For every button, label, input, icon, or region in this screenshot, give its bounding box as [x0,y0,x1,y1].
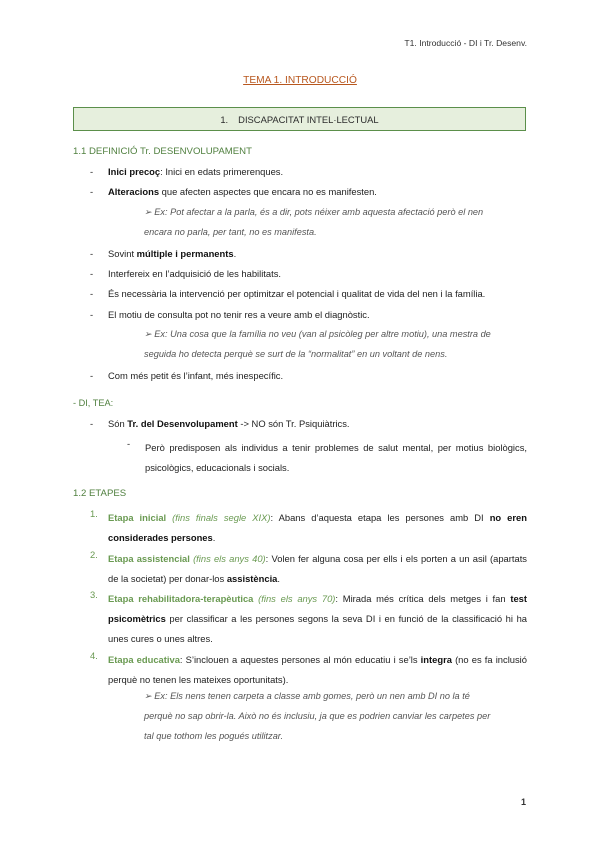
example-line: tal que tothom les pogués utilitzar. [144,731,284,741]
bullet-dash: - [90,309,94,320]
item-text: que afecten aspectes que encara no es manifesten. [159,186,377,197]
bullet-dash: - [90,268,94,279]
item-text: . [233,248,237,259]
page-number: 1 [520,797,526,807]
item-text: . [277,573,280,584]
example-line: perquè no sap obrir-la. Això no és inclusiu, ja que es podrien canviar les carpetes per [144,711,491,721]
item-text: per classificar a les persones segons la seva DI i en funció de la classificació hi ha unes cures o unes altres. [108,613,527,644]
item-period: (fins els anys 40) [193,553,266,564]
bold-text: no eren considerades persones [108,512,527,543]
bullet-item: Interfereix en l’adquisició de les habilitats. [108,268,282,279]
bullet-dash: - [90,370,94,381]
heading-1-1: 1.1 DEFINICIÓ Tr. DESENVOLUPAMENT [73,146,252,157]
heading-1-2: 1.2 ETAPES [73,488,127,499]
item-text: : Inici en edats primerenques. [160,166,284,177]
bullet-dash: - [90,248,94,259]
item-title: Etapa assistencial [108,553,190,564]
item-title: Etapa rehabilitadora-terapèutica [108,593,254,604]
bold-text: múltiple i permanents [136,248,234,259]
item-text: Sovint [108,248,137,259]
section-label: DISCAPACITAT INTEL·LECTUAL [238,113,379,125]
example-line: ➢ Ex: Pot afectar a la parla, és a dir, pots néixer amb aquesta afectació però el nen [144,207,484,217]
list-number: 1. [90,508,98,519]
list-number: 3. [90,589,98,600]
bullet-item: És necessària la intervenció per optimitzar el potencial i qualitat de vida del nen i la família. [108,288,486,299]
list-item [108,650,527,690]
bullet-item: El motiu de consulta pot no tenir res a veure amb el diagnòstic. [108,309,370,320]
list-number: 2. [90,549,98,560]
item-text: (no es fa inclusió perquè no tenen les mateixes oportunitats). [108,654,527,685]
bullet-dash: - [90,186,94,197]
example-line: encara no parla, per tant, no es manifesta. [144,227,317,237]
bold-text: integra [420,654,452,665]
item-text: : S’inclouen a aquestes persones al món educatiu i se’ls [179,654,421,665]
item-text: . [212,532,216,543]
list-item [108,549,527,589]
sub-bullet-item: Però predisposen als individus a tenir problemes de salut mental, per motius biològics, psicològics, educacionals i socials. [145,442,527,473]
page-title: TEMA 1. INTRODUCCIÓ [243,75,357,86]
item-period: (fins finals segle XIX) [172,512,271,523]
example-line: ➢ Ex: Els nens tenen carpeta a classe amb gomes, però un nen amb DI no la té [144,691,470,701]
running-header: T1. Introducció - DI i Tr. Desenv. [404,38,527,48]
example-line: seguida ho detecta perquè se surt de la “normalitat” en un voltant de nens. [144,349,448,359]
bold-text: Alteracions [108,186,160,197]
list-number: 4. [90,650,98,661]
item-text: -> NO són Tr. Psiquiàtrics. [237,418,350,429]
bold-text: Tr. del Desenvolupament [127,418,238,429]
bullet-item [108,186,377,198]
bullet-dash: - [90,166,94,177]
sub-bullet-dash: - [127,438,131,449]
list-item [108,508,527,548]
example-line: ➢ Ex: Una cosa que la família no veu (van al psicòleg per altre motiu), una mestra de [144,329,491,339]
item-text: : Mirada més crítica dels metges i fan [335,593,511,604]
bullet-dash: - [90,418,94,429]
bullet-item: Com més petit és l’infant, més inespecífic. [108,370,284,381]
section-number: 1. [220,113,229,125]
item-text: : Volen fer alguna cosa per ells i els porten a un asil (apartats de la societat) per donar-los [108,553,527,584]
item-period: (fins els anys 70) [258,593,336,604]
bullet-item [108,248,236,260]
item-title: Etapa educativa [108,654,180,665]
bold-text: Inici precoç [108,166,161,177]
heading-di-tea: - DI, TEA: [73,398,114,408]
item-title: Etapa inicial [108,512,167,523]
bold-text: assistència [226,573,278,584]
bold-text: test psicomètrics [108,593,528,624]
bullet-dash: - [90,288,94,299]
list-item [108,589,527,649]
section-box [73,107,526,131]
bullet-item [108,166,283,178]
bullet-item [108,418,350,430]
item-text: Són [108,418,128,429]
item-text: : Abans d’aquesta etapa les persones amb DI [270,512,490,523]
